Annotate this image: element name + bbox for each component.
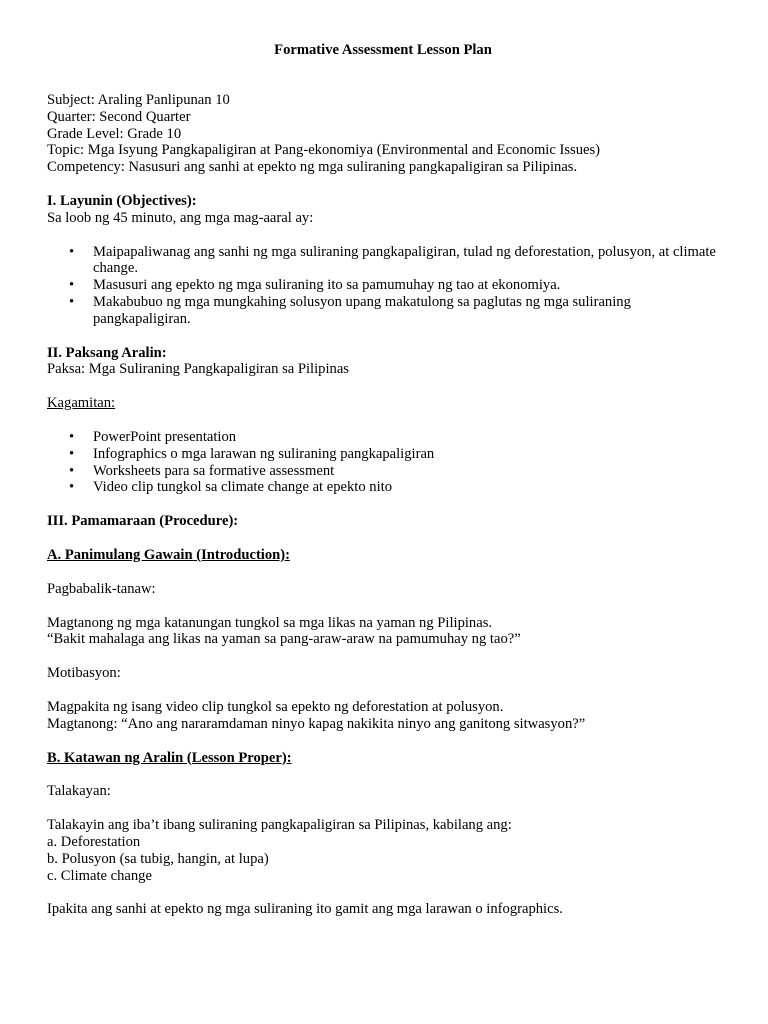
motivation-label: Motibasyon:	[47, 665, 121, 682]
motivation-line: Magpakita ng isang video clip tungkol sa epekto ng deforestation at polusyon.	[47, 698, 504, 715]
introduction-heading: A. Panimulang Gawain (Introduction):	[47, 546, 290, 563]
discussion-intro: Talakayin ang iba’t ibang suliraning pangkapaligiran sa Pilipinas, kabilang ang:	[47, 817, 512, 834]
quarter-line: Quarter: Second Quarter	[47, 108, 191, 125]
bullet-icon: •	[69, 445, 75, 462]
review-question: “Bakit mahalaga ang likas na yaman sa pang-araw-araw na pamumuhay ng tao?”	[47, 631, 521, 648]
list-item: • Infographics o mga larawan ng suliraning pangkapaligiran	[69, 445, 435, 462]
materials-list	[47, 429, 719, 496]
objectives-list	[47, 244, 719, 328]
topic-line: Topic: Mga Isyung Pangkapaligiran at Pang-ekonomiya (Environmental and Economic Issues)	[47, 142, 601, 159]
list-item: • Video clip tungkol sa climate change at epekto nito	[69, 479, 393, 496]
review-label: Pagbabalik-tanaw:	[47, 580, 156, 597]
grade-level-line: Grade Level: Grade 10	[47, 125, 182, 142]
subject-line: Subject: Araling Panlipunan 10	[47, 92, 230, 108]
competency-line: Competency: Nasusuri ang sanhi at epekto ng mga suliraning pangkapaligiran sa Pilipinas.	[47, 159, 578, 176]
discussion-label: Talakayan:	[47, 783, 111, 800]
bullet-icon: •	[69, 428, 75, 445]
materials-label: Kagamitan:	[47, 395, 116, 412]
objectives-heading: I. Layunin (Objectives):	[47, 192, 197, 209]
review-line: Magtanong ng mga katanungan tungkol sa mga likas na yaman ng Pilipinas.	[47, 614, 493, 631]
list-item: • Makabubuo ng mga mungkahing solusyon upang makatulong sa paglutas ng mga suliraning pangkapaligiran.	[69, 293, 631, 327]
discussion-closing: Ipakita ang sanhi at epekto ng mga suliraning ito gamit ang mga larawan o infographics.	[47, 901, 563, 918]
list-item: • Worksheets para sa formative assessment	[69, 462, 335, 479]
bullet-icon: •	[69, 462, 75, 479]
discussion-item-climate-change: c. Climate change	[47, 867, 152, 884]
procedure-heading: III. Pamamaraan (Procedure):	[47, 513, 239, 530]
list-item: • Maipapaliwanag ang sanhi ng mga suliraning pangkapaligiran, tulad ng deforestation, polusyon, at climate change.	[69, 243, 716, 277]
bullet-icon: •	[69, 293, 75, 310]
bullet-icon: •	[69, 277, 75, 294]
subject-matter-heading: II. Paksang Aralin:	[47, 344, 167, 361]
lesson-plan-document	[47, 42, 719, 918]
lesson-proper-heading: B. Katawan ng Aralin (Lesson Proper):	[47, 749, 292, 766]
motivation-question: Magtanong: “Ano ang nararamdaman ninyo kapag nakikita ninyo ang ganitong sitwasyon?”	[47, 715, 586, 732]
list-item: • PowerPoint presentation	[69, 428, 237, 445]
discussion-item-deforestation: a. Deforestation	[47, 833, 141, 850]
objectives-intro: Sa loob ng 45 minuto, ang mga mag-aaral ay:	[47, 209, 314, 226]
document-title: Formative Assessment Lesson Plan	[274, 42, 492, 58]
list-item: • Masusuri ang epekto ng mga suliraning ito sa pamumuhay ng tao at ekonomiya.	[69, 277, 561, 294]
bullet-icon: •	[69, 479, 75, 496]
discussion-item-polusyon: b. Polusyon (sa tubig, hangin, at lupa)	[47, 850, 269, 867]
bullet-icon: •	[69, 243, 75, 260]
paksa-line: Paksa: Mga Suliraning Pangkapaligiran sa Pilipinas	[47, 361, 349, 378]
